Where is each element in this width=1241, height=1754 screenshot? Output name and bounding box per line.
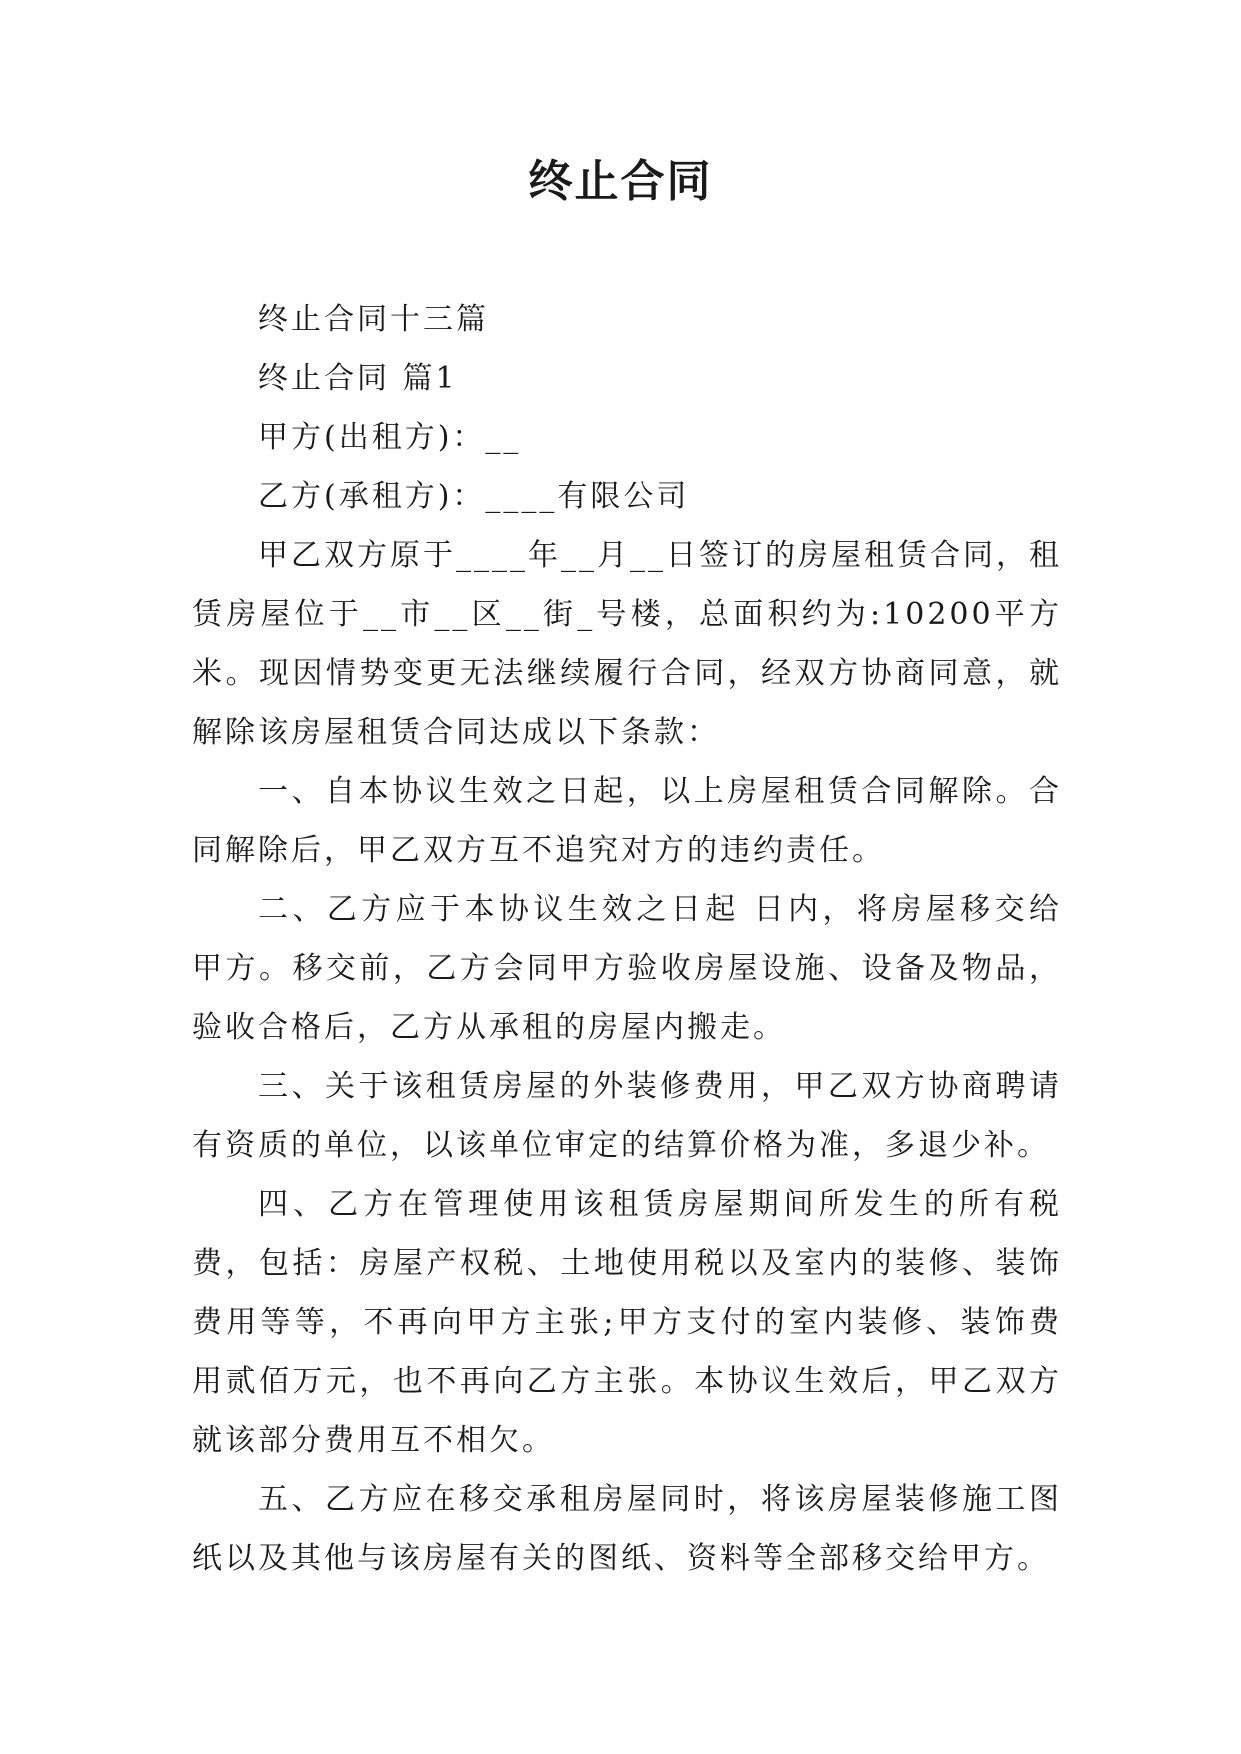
paragraph-party-b: 乙方(承租方)：____有限公司 [258, 479, 690, 514]
paragraph-clause-1: 一、自本协议生效之日起，以上房屋租赁合同解除。合同解除后，甲乙双方互不追究对方的违约责任。 [192, 774, 1062, 868]
document-body [192, 290, 1062, 1588]
document-title: 终止合同 [528, 156, 713, 207]
paragraph-clause-4: 四、乙方在管理使用该租赁房屋期间所发生的所有税费，包括：房屋产权税、土地使用税以及室内的装修、装饰费用等等，不再向甲方主张;甲方支付的室内装修、装饰费用贰佰万元，也不再向乙方主张。本协议生效后，甲乙双方就该部分费用互不相欠。 [192, 1187, 1062, 1458]
paragraph-clause-2: 二、乙方应于本协议生效之日起 日内，将房屋移交给甲方。移交前，乙方会同甲方验收房屋设施、设备及物品，验收合格后，乙方从承租的房屋内搬走。 [192, 892, 1062, 1045]
paragraph-party-a: 甲方(出租方)：__ [258, 420, 522, 455]
paragraph-collection-title: 终止合同十三篇 [258, 302, 489, 337]
paragraph-clause-5: 五、乙方应在移交承租房屋同时，将该房屋装修施工图纸以及其他与该房屋有关的图纸、资料等全部移交给甲方。 [192, 1482, 1062, 1576]
paragraph-clause-3: 三、关于该租赁房屋的外装修费用，甲乙双方协商聘请有资质的单位，以该单位审定的结算价格为准，多退少补。 [192, 1069, 1062, 1163]
paragraph-section-heading: 终止合同 篇1 [258, 361, 458, 396]
paragraph-preamble: 甲乙双方原于____年__月__日签订的房屋租赁合同，租赁房屋位于__市__区__街_号楼，总面积约为:10200平方米。现因情势变更无法继续履行合同，经双方协商同意，就解除该房屋租赁合同达成以下条款： [192, 538, 1062, 750]
